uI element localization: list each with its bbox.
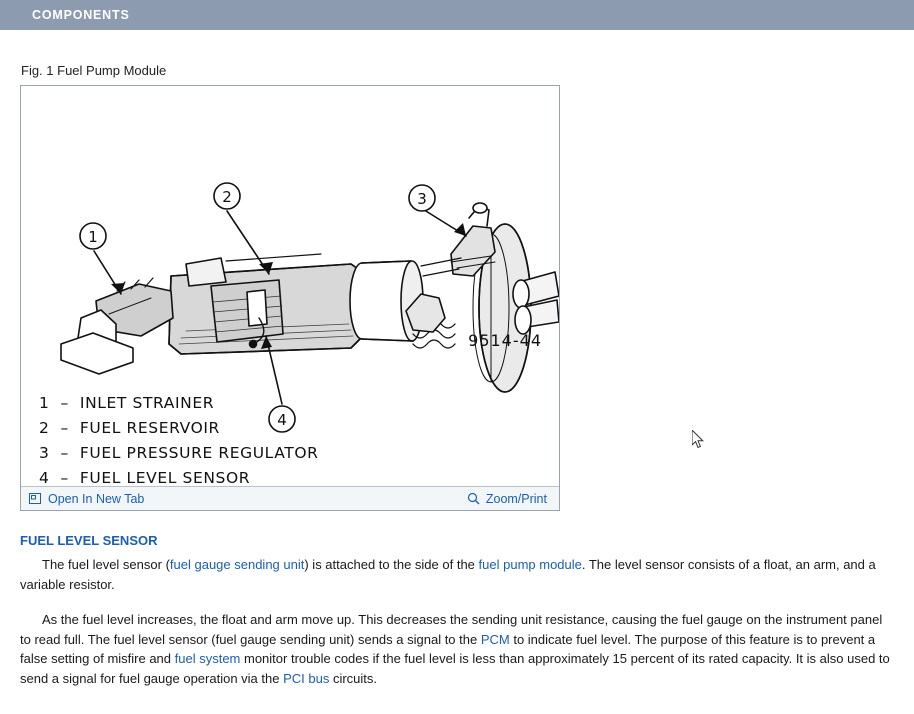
callout-4-label: 4 <box>277 411 287 429</box>
document-content <box>0 63 914 688</box>
figure-part-number: 9514-44 <box>468 331 542 350</box>
paragraph-1 <box>20 555 892 594</box>
p2-text-2: to indicate fuel level. The purpose of this feature is to prevent a false setting of misfire and <box>20 631 876 666</box>
figure-caption: Fig. 1 Fuel Pump Module <box>21 63 167 78</box>
page-title: COMPONENTS <box>32 8 130 22</box>
p2-text-3: monitor trouble codes if the fuel level is less than approximately 15 percent of its rated capacity. It is also used to send a signal for fuel gauge operation via the <box>20 651 890 686</box>
callout-1-label: 1 <box>88 228 98 246</box>
link-fuel-gauge-sending-unit[interactable]: fuel gauge sending unit <box>169 557 305 572</box>
p2-text-1: As the fuel level increases, the float and arm move up. This decreases the sending unit resistance, causing the fuel gauge on the instrument panel to read full. The fuel level sensor (fuel gauge sending unit) sends a signal to the <box>20 612 883 647</box>
zoom-print-label: Zoom/Print <box>485 491 547 506</box>
p1-text-2: ) is attached to the side of the <box>304 557 479 572</box>
magnifier-icon <box>467 492 480 505</box>
link-fuel-pump-module[interactable]: fuel pump module <box>478 557 582 572</box>
p1-text-3: . The level sensor consists of a float, an arm, and a variable resistor. <box>20 557 876 592</box>
legend-item: 4 – FUEL LEVEL SENSOR <box>39 469 251 486</box>
link-pci-bus[interactable]: PCI bus <box>283 670 330 686</box>
p1-text-1: The fuel level sensor ( <box>42 557 170 572</box>
link-fuel-system[interactable]: fuel system <box>174 651 241 666</box>
legend-item: 2 – FUEL RESERVOIR <box>39 419 220 437</box>
figure-toolbar <box>21 486 559 510</box>
open-in-new-tab-icon <box>29 492 42 505</box>
figure-legend <box>39 391 319 486</box>
paragraph-2 <box>20 610 892 688</box>
legend-item: 1 – INLET STRAINER <box>39 394 215 412</box>
components-header-bar <box>0 0 914 30</box>
fuel-pump-module-diagram <box>21 86 559 486</box>
link-pcm[interactable]: PCM <box>480 631 510 647</box>
callout-2-label: 2 <box>222 188 232 206</box>
section-heading: FUEL LEVEL SENSOR <box>20 533 158 548</box>
open-in-new-tab-button[interactable] <box>29 492 144 506</box>
p2-text-4: circuits. <box>329 670 377 686</box>
callout-3-label: 3 <box>417 190 427 208</box>
zoom-print-button[interactable] <box>467 492 547 506</box>
open-in-new-tab-label: Open In New Tab <box>48 491 145 506</box>
legend-item: 3 – FUEL PRESSURE REGULATOR <box>39 444 319 462</box>
figure-container <box>20 85 560 511</box>
